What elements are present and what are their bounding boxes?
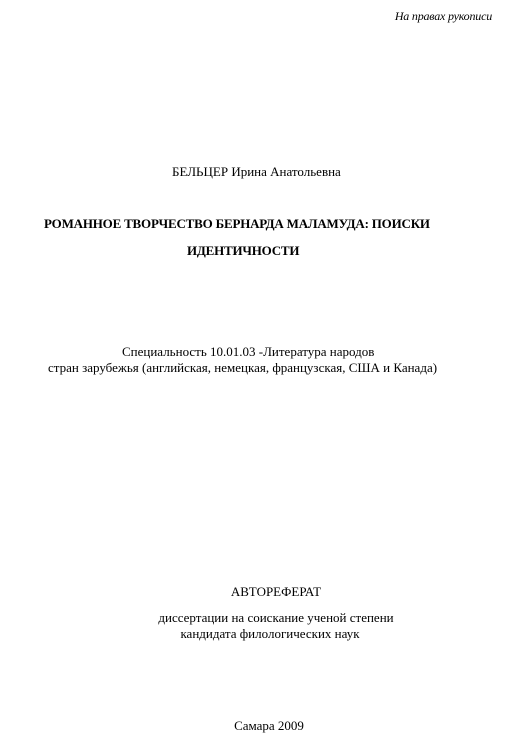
abstract-label: АВТОРЕФЕРАТ xyxy=(230,584,322,599)
specialty-line-2: стран зарубежья (английская, немецкая, французская, США и Канада) xyxy=(48,360,438,375)
title-line-2: ИДЕНТИЧНОСТИ xyxy=(187,243,300,258)
specialty-line-1: Специальность 10.01.03 -Литература народов xyxy=(122,344,375,359)
rights-note: На правах рукописи xyxy=(394,9,492,23)
author-name: БЕЛЬЦЕР Ирина Анатольевна xyxy=(172,164,341,179)
title-line-1: РОМАННОЕ ТВОРЧЕСТВО БЕРНАРДА МАЛАМУДА: ПОИСКИ xyxy=(44,216,430,231)
city-year: Самара 2009 xyxy=(234,718,304,733)
dissertation-line-1: диссертации на соискание ученой степени xyxy=(158,610,394,625)
dissertation-line-2: кандидата филологических наук xyxy=(180,626,360,641)
